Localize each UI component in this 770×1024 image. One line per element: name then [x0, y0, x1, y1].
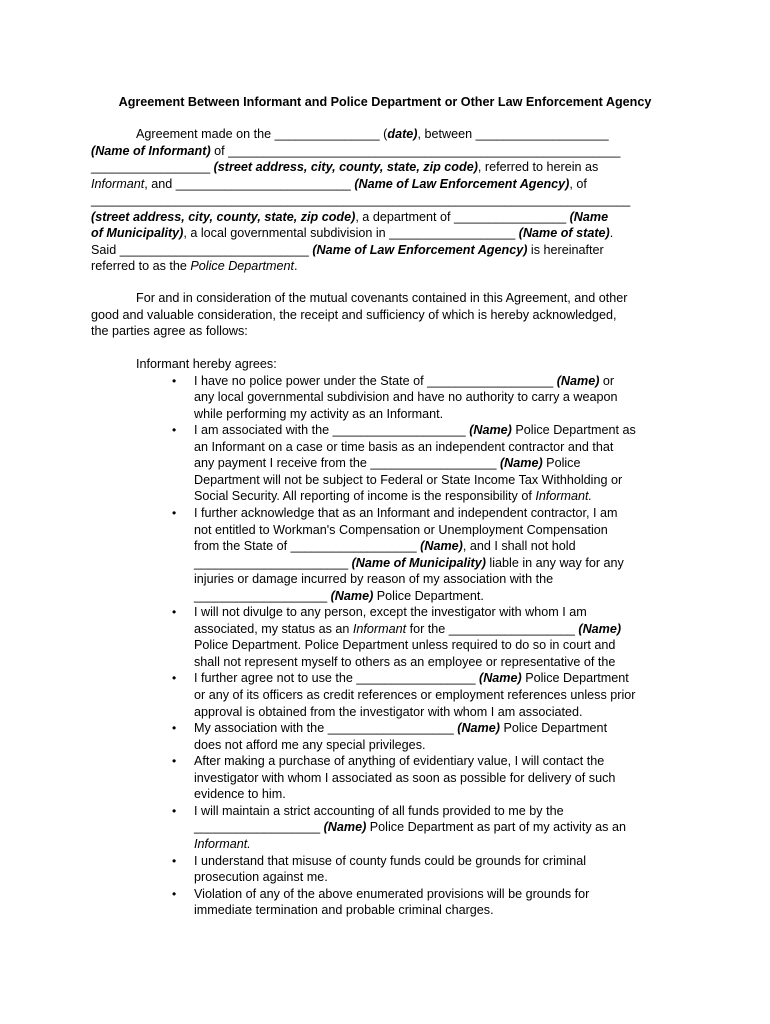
bullet-item-line: [194, 555, 624, 571]
bullet-item-line: [194, 472, 622, 488]
text-run: from the State of __________________: [194, 539, 421, 554]
text-run: _____________________________________________________________________________: [91, 193, 631, 208]
text-run: or: [599, 373, 615, 388]
text-run: For and in consideration of the mutual covenants contained in this Agreement, and other: [136, 291, 628, 305]
text-run: (Name: [569, 209, 609, 224]
preamble-line: [136, 126, 609, 142]
bullet-icon: •: [172, 886, 177, 901]
bullet-item-line: [194, 886, 589, 902]
text-run: Agreement made on the _______________ (: [136, 127, 388, 141]
text-run: ______________________: [194, 555, 352, 570]
bullet-item-line: [194, 637, 615, 653]
bullet-icon: •: [172, 803, 177, 818]
bullet-item-line: [194, 505, 618, 521]
bullet-item-line: [194, 853, 586, 869]
text-run: , and I shall not hold: [462, 539, 576, 554]
bullet-item-line: [194, 422, 636, 438]
bullet-icon: •: [172, 605, 177, 620]
text-run: Police Department: [190, 259, 295, 274]
bullet-item-line: [194, 654, 615, 670]
text-run: __________________: [194, 820, 324, 835]
text-run: the parties agree as follows:: [91, 324, 248, 339]
text-run: I have no police power under the State of __________________: [194, 373, 557, 388]
consideration-line: [136, 290, 627, 306]
text-run: (Name of Law Enforcement Agency): [354, 176, 570, 191]
text-run: immediate termination and probable criminal charges.: [194, 903, 494, 918]
preamble-line: [91, 176, 587, 192]
text-run: (Name): [457, 721, 500, 736]
bullet-icon: •: [172, 373, 177, 388]
text-run: does not afford me any special privileges.: [194, 737, 426, 752]
text-run: referred to as the: [91, 259, 191, 274]
bullet-item-line: [194, 604, 587, 620]
text-run: Police Department as: [511, 423, 636, 438]
text-run: Informant.: [535, 489, 593, 504]
text-run: associated, my status as an: [194, 621, 353, 636]
bullet-item-line: [194, 720, 607, 736]
text-run: good and valuable consideration, the receipt and sufficiency of which is hereby acknowledged,: [91, 307, 617, 322]
bullet-item-line: [194, 803, 564, 819]
text-run: not entitled to Workman's Compensation or Unemployment Compensation: [194, 522, 608, 537]
bullet-item-line: [194, 770, 615, 786]
text-run: Police Department: [499, 721, 608, 736]
bullet-item-line: [194, 522, 608, 538]
bullet-item-line: [194, 819, 626, 835]
text-run: injuries or damage incurred by reason of my association with the: [194, 572, 554, 587]
text-run: , and _________________________: [144, 176, 355, 191]
text-run: Police Department as part of my activity as an: [366, 820, 626, 835]
bullet-item-line: [194, 439, 613, 455]
text-run: (Name of Law Enforcement Agency): [312, 242, 528, 257]
text-run: prosecution against me.: [194, 870, 328, 885]
text-run: I further acknowledge that as an Informant and independent contractor, I am: [194, 505, 618, 520]
bullet-item-line: [194, 621, 621, 637]
text-run: , between ___________________: [417, 127, 609, 141]
text-run: evidence to him.: [194, 787, 286, 802]
text-run: while performing my activity as an Informant.: [194, 406, 444, 421]
text-run: (Name): [479, 671, 522, 686]
text-run: an Informant on a case or time basis as an independent contractor and that: [194, 439, 614, 454]
consideration-line: [91, 307, 617, 323]
bullet-item-line: [194, 588, 484, 604]
bullet-item-line: [194, 836, 251, 852]
text-run: I further agree not to use the _________________: [194, 671, 479, 686]
bullet-icon: •: [172, 671, 177, 686]
bullet-item-line: [194, 737, 425, 753]
text-run: for the __________________: [406, 621, 579, 636]
text-run: Police: [542, 456, 581, 471]
bullet-item-line: [194, 670, 629, 686]
text-run: Said ___________________________: [91, 242, 313, 257]
preamble-line: [91, 209, 608, 225]
bullet-item-line: [194, 753, 604, 769]
text-run: or any of its officers as credit references or employment references unless prior: [194, 688, 636, 702]
text-run: (Name): [330, 588, 374, 603]
text-run: (Name): [469, 423, 512, 438]
text-run: liable in any way for any: [485, 555, 624, 570]
text-run: (Name): [323, 820, 367, 835]
text-run: investigator with whom I associated as soon as possible for delivery of such: [194, 770, 616, 785]
text-run: of Municipality): [91, 226, 184, 241]
text-run: _________________: [91, 160, 214, 175]
bullet-item-line: [194, 488, 592, 504]
text-run: Informant.: [194, 836, 251, 851]
text-run: After making a purchase of anything of evidentiary value, I will contact the: [194, 754, 605, 769]
text-run: Informant: [352, 621, 407, 636]
preamble-line: [91, 258, 298, 274]
text-run: any local governmental subdivision and have no authority to carry a weapon: [194, 390, 618, 405]
bullet-item-line: [194, 786, 286, 802]
bullet-item-line: [194, 571, 553, 587]
text-run: .: [609, 226, 614, 241]
bullet-icon: •: [172, 853, 177, 868]
text-run: Social Security. All reporting of income is the responsibility of: [194, 489, 536, 504]
text-run: I will not divulge to any person, except the investigator with whom I am: [194, 605, 587, 620]
text-run: (Name of state): [518, 226, 610, 241]
text-run: shall not represent myself to others as an employee or representative of the: [194, 654, 616, 669]
text-run: Police Department.: [373, 588, 484, 603]
text-run: Department will not be subject to Federal or State Income Tax Withholding or: [194, 472, 623, 487]
preamble-line: [91, 192, 630, 208]
text-run: date): [387, 127, 418, 141]
text-run: (Name): [499, 456, 543, 471]
text-run: of ________________________________________________________: [210, 143, 621, 158]
consideration-line: [91, 323, 248, 339]
text-run: (street address, city, county, state, zip code): [91, 209, 356, 224]
bullet-item-line: [194, 869, 328, 885]
bullet-item-line: [194, 373, 614, 389]
bullet-icon: •: [172, 721, 177, 736]
text-run: Violation of any of the above enumerated provisions will be grounds for: [194, 886, 590, 901]
bullet-item-line: [194, 455, 580, 471]
preamble-line: [91, 225, 613, 241]
bullet-item-line: [194, 406, 443, 422]
bullet-item-line: [194, 538, 576, 554]
text-run: (Name of Municipality): [351, 555, 486, 570]
text-run: is hereinafter: [527, 242, 604, 257]
preamble-line: [91, 242, 604, 258]
bullet-item-line: [194, 389, 618, 405]
preamble-line: [91, 143, 620, 159]
text-run: Police Department: [521, 671, 629, 686]
text-run: I will maintain a strict accounting of all funds provided to me by the: [194, 803, 564, 818]
text-run: any payment I receive from the __________________: [194, 456, 500, 471]
preamble-line: [91, 159, 598, 175]
text-run: (Name): [556, 373, 600, 388]
text-run: Informant: [91, 176, 145, 191]
text-run: (Name of Informant): [91, 143, 211, 158]
bullet-item-line: [194, 704, 583, 720]
text-run: , a local governmental subdivision in __________________: [183, 226, 519, 241]
text-run: , of: [569, 176, 587, 191]
text-run: .: [294, 259, 298, 274]
text-run: I understand that misuse of county funds could be grounds for criminal: [194, 853, 587, 868]
text-run: , referred to herein as: [477, 160, 599, 175]
text-run: , a department of ________________: [355, 209, 570, 224]
bullet-icon: •: [172, 754, 177, 769]
bullet-item-line: [194, 902, 494, 918]
text-run: approval is obtained from the investigator with whom I am associated.: [194, 704, 583, 719]
text-run: (Name): [578, 621, 622, 636]
bullet-icon: •: [172, 423, 177, 438]
bullet-icon: •: [172, 505, 177, 520]
agrees-label: Informant hereby agrees:: [136, 357, 277, 371]
bullet-item-line: [194, 687, 635, 703]
document-title: Agreement Between Informant and Police Department or Other Law Enforcement Agency: [118, 95, 652, 109]
text-run: Police Department. Police Department unless required to do so in court and: [194, 638, 616, 653]
text-run: My association with the __________________: [194, 721, 458, 736]
text-run: (street address, city, county, state, zip code): [213, 160, 478, 175]
text-run: I am associated with the ___________________: [194, 423, 470, 438]
text-run: ___________________: [194, 588, 331, 603]
text-run: (Name): [420, 539, 463, 554]
